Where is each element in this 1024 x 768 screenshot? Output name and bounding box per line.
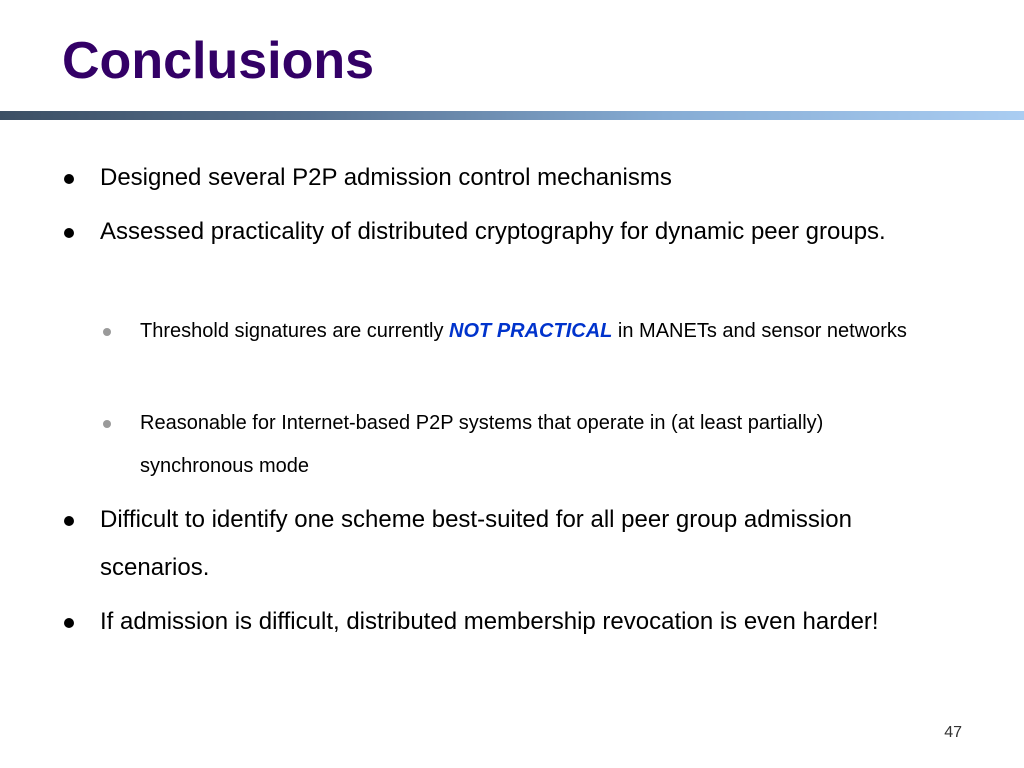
bullet-item-revocation-harder	[100, 598, 950, 646]
bullet-text: Reasonable for Internet-based P2P systems that operate in (at least partially) synchronous mode	[140, 412, 824, 477]
bullet-dot-icon	[64, 174, 74, 184]
bullet-dot-icon	[64, 228, 74, 238]
sub-bullet-item-threshold-signatures	[140, 310, 940, 353]
bullet-text: Designed several P2P admission control mechanisms	[100, 164, 672, 191]
bullet-item-assessed-practicality	[100, 208, 950, 256]
bullet-dot-icon	[64, 516, 74, 526]
bullet-text: Difficult to identify one scheme best-suited for all peer group admission scenarios.	[100, 506, 852, 581]
bullet-text: Assessed practicality of distributed cryptography for dynamic peer groups.	[100, 218, 886, 245]
sub-bullet-dot-icon	[103, 328, 111, 336]
highlight-not-practical: NOT PRACTICAL	[449, 320, 613, 342]
sub-bullet-item-reasonable-internet	[140, 402, 940, 488]
page-number: 47	[944, 724, 962, 741]
slide-title: Conclusions	[62, 32, 375, 90]
bullet-text: If admission is difficult, distributed membership revocation is even harder!	[100, 608, 879, 635]
bullet-text-before: Threshold signatures are currently	[140, 320, 450, 342]
bullet-text-after: in MANETs and sensor networks	[612, 320, 907, 342]
bullet-item-difficult-to-identify	[100, 496, 950, 592]
bullet-dot-icon	[64, 618, 74, 628]
bullet-item-designed-mechanisms	[100, 154, 950, 202]
sub-bullet-dot-icon	[103, 420, 111, 428]
